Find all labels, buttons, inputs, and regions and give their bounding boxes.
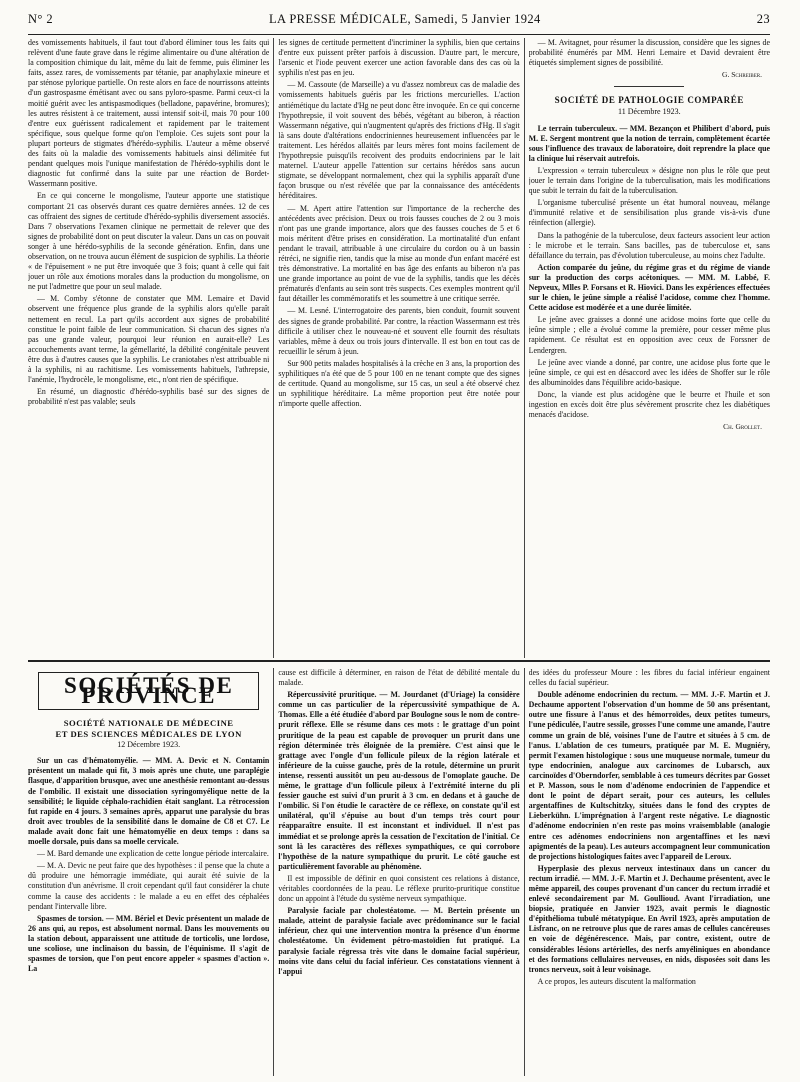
top-columns	[28, 38, 770, 658]
paragraph: — M. Bard demande une explication de cette longue période intercalaire.	[37, 849, 269, 859]
column-divider	[524, 668, 525, 1076]
section-title: SOCIÉTÉ DE PATHOLOGIE COMPARÉE	[554, 95, 744, 106]
paragraph: Il est impossible de définir en quoi consistent ces relations à distance, véritables coordonnées de la peau. Le réflexe prurito-pruritique constitue donc un appoint à l'étude du système nerveux sympathique.	[278, 873, 520, 904]
paragraph: des vomissements habituels, il faut tout d'abord éliminer tous les faits qui relèvent d'une faute grave dans le régime alimentaire ou d'une altération de la composition chimique du lait, même du lait de femme, puis éliminer les faits, assez rares, de vomissements par tétanie, par anaphylaxie mineure et par sténose pylorique partielle. On reste alors en face de nourrissons atteints d'un gastrospasme émétisant avec ou sans pyloro-spasme. Parmi ceux-ci la moitié guérit avec les antispasmodiques (belladone, papavérine, bromures); les autres résistent à ce traitement, aussi intensif soit-il, mais 70 pour 100 d'entre eux guérissent radicalement et rapidement par le traitement spécifique, sous quelque forme qu'on l'emploie. Ces sujets sont pour la plupart porteurs de stigmates d'hérédo-syphilis. L'auteur a même observé des faits où la maladie des vomissements habituels ainsi délimitée fut pendant quelques mois l'unique manifestation de l'hérédo-syphilis dont le diagnostic fut confirmé dans la suite par une réaction de Bordet-Wassermann positive.	[28, 38, 270, 189]
paragraph: L'expression « terrain tuberculeux » désigne non plus le rôle que peut jouer le terrain dans l'origine de la tuberculisation, mais les modifications que subit le terrain du fait de la tuberculisation.	[528, 165, 770, 196]
paragraph: cause est difficile à déterminer, en raison de l'état de débilité mentale du malade.	[278, 668, 520, 688]
paragraph: — M. Avitagnet, pour résumer la discussion, considère que les signes de probabilité énumérés par MM. Henri Lemaire et David devraient être étiquetés simplement signes de possibilité.	[528, 38, 770, 68]
paragraph: Donc, la viande est plus acidogène que le beurre et l'huile et son ingestion en excès doit être plus sévèrement proscrite chez les diabétiques menacés d'acidose.	[528, 389, 770, 420]
societes-title: SOCIÉTÉS DE PROVINCE	[38, 672, 259, 710]
page-header	[28, 12, 770, 32]
column-divider	[273, 668, 274, 1076]
top-column-2	[278, 38, 519, 658]
author-signature: Ch. Grollet.	[723, 422, 762, 432]
paragraph: Paralysie faciale par cholestéatome. — M. Bertein présente un malade, atteint de paralysie faciale avec prédominance sur le facial inférieur, chez qui une intervention montra la présence d'un énorme cholestéatome. Un évidement pétro-mastoïdien fut pratiqué. La paralysie faciale régressa très vite dans le domaine facial supérieur, moins vite dans celui du facial inférieur. Ces constatations viennent à l'appui	[278, 906, 520, 976]
section-rule	[614, 86, 684, 87]
bottom-column-3	[529, 668, 770, 1076]
column-divider	[273, 38, 274, 658]
paragraph: — M. Lesné. L'interrogatoire des parents, bien conduit, fournit souvent des signes de grande probabilité. Par contre, la réaction Wassermann est très difficile à utiliser chez le nouveau-né et souvent elle fournit des résultats variables, même à deux ou trois jours d'intervalle. Il est bon en tout cas de recueillir le sérum à jeun.	[278, 306, 520, 356]
paragraph: Sur 900 petits malades hospitalisés à la crèche en 3 ans, la proportion des syphilitiques n'a été que de 5 pour 100 en ne tenant compte que des signes de certitude. Quand au mongolisme, sur 15 cas, un seul a été observé chez un syphilitique héréditaire. La même proportion peut être notée pour n'importe quelle affection.	[278, 358, 520, 409]
paragraph: Double adénome endocrinien du rectum. — MM. J.-F. Martin et J. Dechaume apportent l'observation d'un homme de 50 ans présentant, outre une fissure à l'anus et des hémorroïdes, deux petites tumeurs, l'une pédiculée, l'autre sessile, grosses l'une comme une amande, l'autre comme un grain de blé, voisines l'une de l'autre et situées à 5 cm. de l'anus. L'ablation de ces tumeurs, pratiquée par M. E. Mugniéry, permit l'examen histologique : sous une muqueuse normale, tumeur du type endocrinien, analogue aux carcinomes de Lubarsch, aux carcinoïdes d'Oberndorfer, semblable à ces tumeurs décrites par Gosset et P. Masson, sous le nom d'adénome endocrinien de l'appendice et dont le point de départ serait, pour ces auteurs, les cellules argentaffines de Kultschitzky, situées dans le fond des cryptes de Lieberkühn. L'imprégnation à l'argent reste négative. Le diagnostic d'adénome endocrinien n'en reste pas moins vraisemblable (analogie entre ces adénomes endocriniens non argentaffines et les nævi apigmentés de la peau). Les auteurs accompagnent leur communication de projections histologiques faites avec l'appareil de Leroux.	[528, 690, 770, 861]
author-signature: G. Schreiber.	[722, 70, 762, 80]
column-divider	[524, 38, 525, 658]
paragraph: Action comparée du jeûne, du régime gras et du régime de viande sur la production des corps acétoniques. — MM. M. Labbé, F. Nepveux, Mlles P. Forsans et R. Hiovici. Dans les expériences effectuées sur le chien, le jeûne simple a réalisé l'acidose, comme chez l'homme. Cette acidose est modérée et a une durée limitée.	[528, 262, 770, 313]
paragraph: Hyperplasie des plexus nerveux intestinaux dans un cancer du rectum irradié. — MM. J.-F. Martin et J. Dechaume présentent, avec le même appareil, des coupes provenant d'un cancer du rectum irradié et enlevé secondairement par M. Goullioud. Avant l'irradiation, une biopsie, pratiquée en Janvier 1923, avait permis le diagnostic d'épithélioma tubulé métatypique. En Avril 1923, après amputation de Lisfranc, on ne retrouve plus que de rares amas de cellules cancéreuses en voie de dégénérescence. Mais, par contre, existent, outre de considérables lésions artérielles, des nerfs amyéliniques en abondance et des formations cellulaires nerveuses, en nids, disposées soit dans les troncs nerveux, soit à leur voisinage.	[528, 863, 770, 974]
paragraph: Répercussivité pruritique. — M. Jourdanet (d'Uriage) la considère comme un cas particulier de la répercussivité sympathique de A. Thomas. Elle a été étudiée d'abord par Boulogne sous le nom de contre-prurit réflexe. Elle se résume dans ces mots : le grattage d'un point pruritique de la peau est capable de provoquer un prurit dans une région déterminée très éloignée de la première. C'est ainsi que le grattage avec l'ongle d'un follicule pileux de la région latérale et inférieure de la cuisse gauche, près de la rotule, détermine un prurit intense, ressenti aussitôt un peu au-dessous de l'omoplate gauche. De même, le grattage d'un follicule pileux à l'extrémité interne du pli fessier gauche est suivi d'un prurit à 3 cm. en dedans et à gauche de l'ombilic. Si l'on étudie le caractère de ce réflexe, on constate qu'il est unilatéral, qu'il s'épuise au bout d'un temps très court pour réapparaître ensuite. Il est inconstant et individuel. Il n'est pas immédiat et se prolonge après la cessation de l'excitation de l'initial. Ce sont là les caractères des réflexes sympathiques, ce qui corrobore l'hypothèse de la nature sympathique du prurit. Le côté gauche est particulièrement favorable au phénomène.	[278, 690, 520, 871]
paragraph: — M. Comby s'étonne de constater que MM. Lemaire et David observent une fréquence plus grande de la syphilis alors qu'elle paraît nettement en recul. La part qu'ils accordent aux signes de probabilité constitue le point faible de leur communication. Si chacun des signes n'a pas une grande valeur, pourquoi leur réunion en aurait-elle? Les accouchements avant terme, la gémellarité, la débilité congénitale peuvent être dus à d'autres causes que la syphilis. Le craniotabes n'est attribuable ni à la syphilis, ni au rachitisme. Les vomissements habituels, l'athrepsie, l'anémie, l'hydrocèle, le mongolisme, etc., n'ont rien de spécifique.	[28, 294, 270, 385]
journal-title: LA PRESSE MÉDICALE, Samedi, 5 Janvier 1924	[269, 12, 541, 26]
bottom-columns	[28, 668, 770, 1076]
section-divider	[28, 660, 770, 662]
paragraph: Le jeûne avec graisses a donné une acidose moins forte que celle du jeûne simple ; elle a évolué comme la première, pour cesser même plus rapidement. Ce résultat est en opposition avec ceux de Forssner de Lendergren.	[528, 315, 770, 355]
top-column-3	[529, 38, 770, 658]
paragraph: — M. Apert attire l'attention sur l'importance de la recherche des antécédents avec précision. Deux ou trois fausses couches de 2 ou 3 mois n'ont pas une grande importance, alors que des fausses couches de 5 et 6 mois méritent d'être prises en considération. La mortinatalité d'un enfant pendant le travail, attribuable à une circulaire du cordon ou à un bassin rétréci, ne signifie rien, tandis que la mise au monde d'un enfant macéré est très démonstrative. La mortalité en bas âge des enfants au biberon n'a pas une grande importance au point de vue de la syphilis, tandis que les décès prématurés d'enfants au sein sont très suspects. Ces exemples montrent qu'il faut détailler les commémoratifs et les soumettre à une critique serrée.	[278, 203, 520, 304]
paragraph: En ce qui concerne le mongolisme, l'auteur apporte une statistique comportant 21 cas observés durant ces quatre dernières années. 12 de ces cas offraient des signes de certitude d'hérédo-syphilis diversement associés. Dans 7 observations l'examen clinique ne permettait de relever que des signes de probabilité dont on peut discuter la valeur. Dans un cas on pouvait songer à une hérédo-syphilis de la seconde génération. Enfin, dans une observation, on ne trouva aucun élément de suspicion de syphilis. La théorie « de l'épuisement » ne put être invoquée que 3 fois; quant à celle qui fait jouer un rôle aux émotions morales dans la production du mongolisme, on ne put l'admettre que pour un seul malade.	[28, 191, 270, 292]
header-rule	[28, 34, 770, 35]
paragraph: A ce propos, les auteurs discutent la malformation	[537, 976, 696, 986]
paragraph: des idées du professeur Moure : les fibres du facial inférieur engainent celles du facial supérieur.	[528, 668, 770, 688]
paragraph: Le terrain tuberculeux. — MM. Bezançon et Philibert d'abord, puis M. E. Sergent montrent que la notion de terrain, complètement écartée sous l'influence des travaux de laboratoire, doit reprendre la place que la clinique lui réservait autrefois.	[528, 123, 770, 163]
paragraph: Le jeûne avec viande a donné, par contre, une acidose plus forte que le jeûne simple, ce qui est en désaccord avec les idées de Shoffer sur le rôle des albuminoïdes dans l'équilibre acido-basique.	[528, 357, 770, 387]
paragraph: L'organisme tuberculisé présente un état humoral nouveau, mélange d'immunité relative et de sensibilisation plus grande vis-à-vis d'une réinfection (allergie).	[528, 198, 770, 228]
society-name-line1: SOCIÉTÉ NATIONALE DE MÉDECINE	[63, 718, 234, 729]
society-name-line2: ET DES SCIENCES MÉDICALES DE LYON	[55, 729, 242, 740]
bottom-column-2	[278, 668, 519, 1076]
page-number: 23	[756, 12, 770, 26]
paragraph: Spasmes de torsion. — MM. Bériel et Devic présentent un malade de 26 ans qui, au repos, est absolument normal. Dans les mouvements ou la station debout, apparaissent une attitude de torticolis, une lordose, une scoliose, une inclinaison du bassin, de l'équinisme. Il s'agit de spasmes de torsion, que l'on peut encore appeler « spasmes d'action ». La	[28, 913, 270, 974]
paragraph: — M. A. Devic ne peut faire que des hypothèses : il pense que la chute a dû produire une hémorragie immédiate, qui aurait été suivie de la constitution d'un anévrisme. Il croit cependant qu'il faut considérer la chute comme la cause des accidents : le malade a eu en effet des céphalées pendant l'intervalle libre.	[28, 861, 270, 911]
session-date: 12 Décembre 1923.	[117, 740, 181, 750]
paragraph: — M. Cassoute (de Marseille) a vu d'assez nombreux cas de maladie des vomissements habituels guéris par les frictions mercurielles. L'action antiémétique du lactate d'Hg ne peut donc être invoquée. En ce qui concerne l'hypothrepsie, il voit souvent des bébés, végétant au biberon, à réaction Wassermann négative, qui n'augmentent qu'après des frictions d'Hg. Il s'agit là sans doute d'altérations endocriniennes heureusement influencées par le traitement. Les hérédos allaités par leurs mères font moins facilement de l'hypothrepsie puisqu'ils recoivent des produits endocriniens par le lait maternel. L'auteur appelle l'attention sur certains hérédos sans aucun stigmate, se développant normalement, chez qui la syphilis apparaît d'une façon brusque ou n'est révélée que par la connaissance des antécédents héréditaires.	[278, 80, 520, 201]
paragraph: Dans la pathogénie de la tuberculose, deux facteurs associent leur action : le microbe et le terrain. Sans bacilles, pas de tuberculose et, sans défaillance du terrain, pas d'évolution tuberculeuse, au moins chez l'adulte.	[528, 230, 770, 260]
bottom-column-1	[28, 668, 269, 1076]
paragraph: les signes de certitude permettent d'incriminer la syphilis, bien que certains d'entre eux puissent prêter parfois à discussion. D'autre part, le mercure, l'arsenic et l'iode peuvent exercer une action favorable dans des cas où la syphilis n'est pas en jeu.	[278, 38, 520, 78]
issue-number: N° 2	[28, 12, 54, 26]
paragraph: En résumé, un diagnostic d'hérédo-syphilis basé sur des signes de probabilité n'est pas valable; seuls	[28, 387, 270, 407]
paragraph: Sur un cas d'hématomyélie. — MM. A. Devic et N. Contamin présentent un malade qui fit, 3 mois après une chute, une paraplégie flasque, d'apparition brusque, avec une anesthésie remontant au-dessus de l'ombilic. Il existait une dissociation syringomyélique nette de la sensibilité; le liquide céphalo-rachidien était sanglant. La rétrocession fut rapide en 4 jours. 3 semaines après, apparut une paralysie du bras droit avec troubles de la sensibilité dans le domaine de C8 et C7. Le malade avait donc fait une hématomyélie en deux temps : dans sa moelle dorsale, puis dans sa moelle cervicale.	[28, 756, 270, 847]
top-column-1	[28, 38, 269, 658]
section-date: 11 Décembre 1923.	[618, 107, 681, 117]
